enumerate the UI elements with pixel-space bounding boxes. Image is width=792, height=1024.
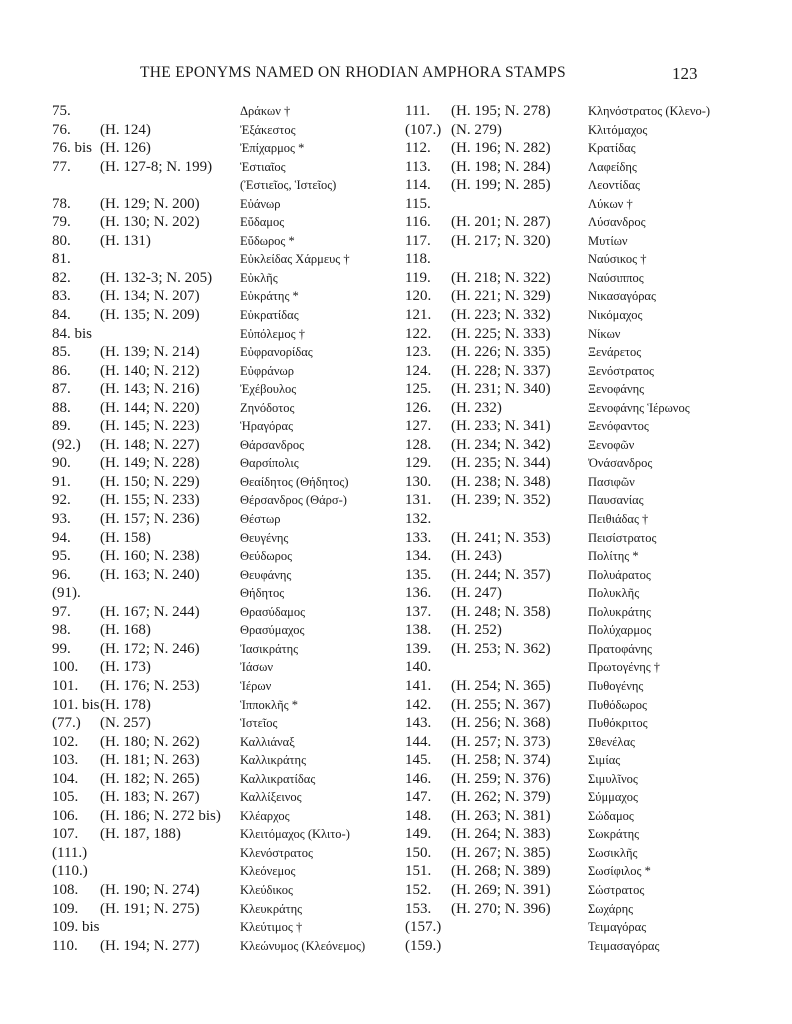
entry-reference: (H. 148; N. 227) xyxy=(100,436,200,453)
eponym-name: Θέρσανδρος (Θάρσ-) xyxy=(240,493,347,508)
entry-number: 95. xyxy=(52,548,71,565)
entry-number: (159.) xyxy=(405,937,442,954)
eponym-name: Πολυάρατος xyxy=(588,567,651,582)
eponym-name: Σωκράτης xyxy=(588,827,640,842)
entry-reference: (H. 254; N. 365) xyxy=(451,677,551,694)
entry-reference: (H. 144; N. 220) xyxy=(100,399,200,416)
entry-number: 144. xyxy=(405,733,432,750)
eponym-name: Ναύσιππος xyxy=(588,270,644,285)
entry-number: 97. xyxy=(52,603,71,620)
entry-number: 99. xyxy=(52,640,71,657)
entry-reference: (H. 243) xyxy=(451,548,502,565)
entry-reference: (H. 181; N. 263) xyxy=(100,752,200,769)
eponym-name: Κλεόνεμος xyxy=(240,864,296,879)
eponym-name: Παυσανίας xyxy=(588,493,644,508)
entry-reference: (H. 186; N. 272 bis) xyxy=(100,807,221,824)
entry-number: 145. xyxy=(405,752,432,769)
entry-reference: (H. 226; N. 335) xyxy=(451,344,551,361)
entry-reference: (H. 145; N. 223) xyxy=(100,418,200,435)
entry-number: 101. xyxy=(52,677,79,694)
entry-number: 86. xyxy=(52,362,71,379)
entry-number: 82. xyxy=(52,269,71,286)
entry-reference: (H. 255; N. 367) xyxy=(451,696,551,713)
eponym-name: Εὔδαμος xyxy=(240,215,285,230)
entry-number: 112. xyxy=(405,140,431,157)
eponym-name: Εὐφρανορίδας xyxy=(240,345,313,360)
entry-number: 148. xyxy=(405,807,432,824)
eponym-name: Ἐπίχαρμος * xyxy=(240,141,305,156)
entry-reference: (H. 241; N. 353) xyxy=(451,529,551,546)
eponym-name: Νίκων xyxy=(588,326,621,341)
entry-number: 81. xyxy=(52,251,71,268)
entry-number: 124. xyxy=(405,362,432,379)
entry-number: 108. xyxy=(52,881,79,898)
entry-number: 122. xyxy=(405,325,432,342)
entry-reference: (H. 228; N. 337) xyxy=(451,362,551,379)
eponym-name: Θρασύδαμος xyxy=(240,604,306,619)
entry-number: 84. xyxy=(52,307,71,324)
eponym-name: Κλεύδικος xyxy=(240,882,294,897)
eponym-name: Εὐπόλεμος † xyxy=(240,326,305,341)
eponym-name: Εὐφράνωρ xyxy=(240,363,294,378)
eponym-name: Θρασύμαχος xyxy=(240,623,305,638)
eponym-name: Σωσικλῆς xyxy=(588,845,638,860)
entry-reference: (H. 131) xyxy=(100,232,151,249)
eponym-name: Νικασαγόρας xyxy=(588,289,656,304)
eponym-name: Κλενόστρατος xyxy=(240,845,314,860)
entry-reference: (H. 270; N. 396) xyxy=(451,900,551,917)
entry-reference: (H. 233; N. 341) xyxy=(451,418,551,435)
entry-reference: (H. 201; N. 287) xyxy=(451,214,551,231)
entry-reference: (H. 129; N. 200) xyxy=(100,195,200,212)
eponym-name: Λεοντίδας xyxy=(588,178,640,193)
entry-number: 111. xyxy=(405,103,431,119)
entry-reference: (H. 173) xyxy=(100,659,151,676)
entry-reference: (H. 155; N. 233) xyxy=(100,492,200,509)
entry-reference: (H. 195; N. 278) xyxy=(451,103,551,119)
entry-number: 101. bis xyxy=(52,696,100,713)
eponym-name: Καλλιάναξ xyxy=(240,734,295,749)
eponym-name: Κλεύτιμος † xyxy=(240,920,303,935)
entry-number: (77.) xyxy=(52,715,81,732)
entry-number: 147. xyxy=(405,789,432,806)
eponym-name: Κλεώνυμος (Κλεόνεμος) xyxy=(240,938,366,953)
entry-reference: (H. 262; N. 379) xyxy=(451,789,551,806)
entry-number: 110. xyxy=(52,937,78,954)
entry-reference: (H. 269; N. 391) xyxy=(451,881,551,898)
entry-number: 77. xyxy=(52,158,71,175)
entry-number: 140. xyxy=(405,659,432,676)
entry-number: 150. xyxy=(405,844,432,861)
entry-number: 107. xyxy=(52,826,79,843)
entry-reference: (H. 140; N. 212) xyxy=(100,362,200,379)
entry-number: 76. bis xyxy=(52,140,93,157)
entry-reference: (H. 199; N. 285) xyxy=(451,177,551,194)
eponym-name: Κλευκράτης xyxy=(240,901,303,916)
entry-reference: (H. 235; N. 344) xyxy=(451,455,551,472)
eponym-name: Σιμυλῖνος xyxy=(588,771,638,786)
eponym-name: Θαρσίπολις xyxy=(240,456,299,471)
entry-reference: (H. 183; N. 267) xyxy=(100,789,200,806)
entry-reference: (H. 217; N. 320) xyxy=(451,232,551,249)
eponym-name: Κλιτόμαχος xyxy=(588,122,648,137)
entry-number: 116. xyxy=(405,214,431,231)
entry-number: 89. xyxy=(52,418,71,435)
eponym-name: Πυθόκριτος xyxy=(588,716,648,731)
entry-reference: (H. 157; N. 236) xyxy=(100,511,200,528)
entry-number: 141. xyxy=(405,677,432,694)
eponym-name: Σώδαμος xyxy=(588,808,634,823)
entry-number: 104. xyxy=(52,770,79,787)
entry-reference: (H. 198; N. 284) xyxy=(451,158,551,175)
eponym-name: Σιμίας xyxy=(588,753,621,768)
entry-reference: (H. 176; N. 253) xyxy=(100,677,200,694)
eponym-name: Θευφάνης xyxy=(240,567,292,582)
entry-reference: (H. 239; N. 352) xyxy=(451,492,551,509)
eponym-name: Θεύδωρος xyxy=(240,549,293,564)
entry-number: 137. xyxy=(405,603,432,620)
entry-reference: (H. 149; N. 228) xyxy=(100,455,200,472)
eponym-name: Ἱπποκλῆς * xyxy=(240,697,298,712)
entry-number: 103. xyxy=(52,752,79,769)
eponym-name: Ξενάρετος xyxy=(588,345,642,360)
eponym-name: Πολυκράτης xyxy=(588,604,651,619)
entry-number: 127. xyxy=(405,418,432,435)
eponym-name: Σώστρατος xyxy=(588,882,645,897)
eponym-name: Σθενέλας xyxy=(588,734,635,749)
entry-number: 114. xyxy=(405,177,431,194)
entry-number: 129. xyxy=(405,455,432,472)
eponym-name: Τειμαγόρας xyxy=(588,920,647,935)
entry-number: 105. xyxy=(52,789,79,806)
eponym-name: Πασιφῶν xyxy=(588,474,635,489)
entry-number: 106. xyxy=(52,807,79,824)
entry-reference: (H. 223; N. 332) xyxy=(451,307,551,324)
eponym-name: Ξενοφάνης Ἱέρωνος xyxy=(588,400,690,415)
entry-number: 132. xyxy=(405,511,432,528)
entry-number: 93. xyxy=(52,511,71,528)
eponym-name: Πειθιάδας † xyxy=(588,512,649,527)
entry-reference: (H. 182; N. 265) xyxy=(100,770,200,787)
eponym-name: Ἰασικράτης xyxy=(240,641,299,656)
entry-reference: (H. 187, 188) xyxy=(100,826,181,843)
eponym-name: Ζηνόδοτος xyxy=(240,400,295,415)
eponym-name: Θάρσανδρος xyxy=(240,437,305,452)
entry-number: 138. xyxy=(405,622,432,639)
entry-reference: (H. 232) xyxy=(451,399,502,416)
entry-reference: (H. 267; N. 385) xyxy=(451,844,551,861)
eponym-name: Ξενοφῶν xyxy=(588,437,635,452)
eponym-name: Εὐκρατίδας xyxy=(240,308,299,323)
entry-reference: (H. 221; N. 329) xyxy=(451,288,551,305)
entry-number: 94. xyxy=(52,529,71,546)
eponym-name: Θέστωρ xyxy=(240,512,281,527)
entry-reference: (H. 134; N. 207) xyxy=(100,288,200,305)
entry-number: 136. xyxy=(405,585,432,602)
entry-number: 90. xyxy=(52,455,71,472)
eponym-name: Εὐκράτης * xyxy=(240,289,299,304)
entry-reference: (H. 248; N. 358) xyxy=(451,603,551,620)
entry-reference: (H. 252) xyxy=(451,622,502,639)
entry-reference: (H. 143; N. 216) xyxy=(100,381,200,398)
entry-reference: (H. 178) xyxy=(100,696,151,713)
entry-number: (110.) xyxy=(52,863,88,880)
entry-number: (91). xyxy=(52,585,81,602)
entry-number: 142. xyxy=(405,696,432,713)
entry-reference: (H. 168) xyxy=(100,622,151,639)
entry-number: 78. xyxy=(52,195,71,212)
entry-number: (111.) xyxy=(52,844,88,861)
entry-reference: (H. 225; N. 333) xyxy=(451,325,551,342)
eponym-name: Ὀνάσανδρος xyxy=(588,456,653,471)
eponym-name: Ξενόστρατος xyxy=(588,363,654,378)
entry-number: (92.) xyxy=(52,436,81,453)
eponym-name: Πυθογένης xyxy=(588,678,644,693)
entry-number: 139. xyxy=(405,640,432,657)
entry-number: (157.) xyxy=(405,919,442,936)
eponym-name: Ἱστεῖος xyxy=(240,716,278,731)
entry-reference: (H. 139; N. 214) xyxy=(100,344,200,361)
entry-reference: (H. 256; N. 368) xyxy=(451,715,551,732)
entry-number: 146. xyxy=(405,770,432,787)
entry-reference: (H. 259; N. 376) xyxy=(451,770,551,787)
eponym-name: Εὐκλείδας Χάρμευς † xyxy=(240,252,350,267)
entry-reference: (H. 263; N. 381) xyxy=(451,807,551,824)
entry-reference: (H. 127-8; N. 199) xyxy=(100,158,213,175)
entry-number: 126. xyxy=(405,399,432,416)
eponym-name: Ἐχέβουλος xyxy=(240,382,297,397)
entry-number: 128. xyxy=(405,436,432,453)
entry-number: 152. xyxy=(405,881,432,898)
entry-reference: (H. 167; N. 244) xyxy=(100,603,200,620)
entry-reference: (H. 258; N. 374) xyxy=(451,752,551,769)
entry-number: 149. xyxy=(405,826,432,843)
eponym-name: Λαφείδης xyxy=(588,159,637,174)
eponym-name: Ἑστιαῖος xyxy=(240,159,286,174)
entry-number: 83. xyxy=(52,288,71,305)
entry-reference: (N. 279) xyxy=(451,121,502,138)
eponym-name: Εὐάνωρ xyxy=(240,196,281,211)
entry-number: 143. xyxy=(405,715,432,732)
entry-reference: (H. 124) xyxy=(100,121,151,138)
entry-number: 79. xyxy=(52,214,71,231)
eponym-name: Πυθόδωρος xyxy=(588,697,648,712)
entry-reference: (H. 190; N. 274) xyxy=(100,881,200,898)
eponym-name: Πρωτογένης † xyxy=(588,660,661,675)
entry-number: 153. xyxy=(405,900,432,917)
entry-reference: (H. 268; N. 389) xyxy=(451,863,551,880)
eponym-name: Νικόμαχος xyxy=(588,308,643,323)
entry-reference: (H. 130; N. 202) xyxy=(100,214,200,231)
entry-reference: (H. 196; N. 282) xyxy=(451,140,551,157)
entry-reference: (H. 253; N. 362) xyxy=(451,640,551,657)
entry-reference: (H. 257; N. 373) xyxy=(451,733,551,750)
running-header xyxy=(0,64,792,88)
entry-number: 113. xyxy=(405,158,431,175)
eponym-name: Πολίτης * xyxy=(588,549,639,564)
eponym-name: Κλέαρχος xyxy=(240,808,290,823)
entry-reference: (H. 135; N. 209) xyxy=(100,307,200,324)
entry-number: 84. bis xyxy=(52,325,93,342)
entry-reference: (H. 264; N. 383) xyxy=(451,826,551,843)
entry-reference: (H. 218; N. 322) xyxy=(451,269,551,286)
entry-number: 91. xyxy=(52,473,71,490)
entry-number: 125. xyxy=(405,381,432,398)
entry-number: 98. xyxy=(52,622,71,639)
eponym-name: Ξενόφαντος xyxy=(588,419,649,434)
entry-number: 135. xyxy=(405,566,432,583)
entry-reference: (H. 160; N. 238) xyxy=(100,548,200,565)
entry-number: 92. xyxy=(52,492,71,509)
eponym-name: Σωσίφιλος * xyxy=(588,864,651,879)
entry-number: 123. xyxy=(405,344,432,361)
entry-reference: (H. 180; N. 262) xyxy=(100,733,200,750)
eponym-name: Ἐξάκεστος xyxy=(240,122,296,137)
entry-number: 76. xyxy=(52,121,71,138)
entry-number: 120. xyxy=(405,288,432,305)
entry-number: 130. xyxy=(405,473,432,490)
eponym-name: Καλλίξεινος xyxy=(240,790,302,805)
entry-reference: (H. 163; N. 240) xyxy=(100,566,200,583)
eponym-name: Ἡραγόρας xyxy=(240,419,294,434)
entry-number: 134. xyxy=(405,548,432,565)
eponym-name: Πολυκλῆς xyxy=(588,586,640,601)
entry-number: 87. xyxy=(52,381,71,398)
eponym-name: Εὔδωρος * xyxy=(240,233,295,248)
entry-number: 80. xyxy=(52,232,71,249)
eponym-name: Πεισίστρατος xyxy=(588,530,657,545)
entry-reference: (H. 172; N. 246) xyxy=(100,640,200,657)
eponym-name: Ἰάσων xyxy=(240,660,274,675)
eponym-name: Ναύσικος † xyxy=(588,252,647,267)
eponym-name: Κληνόστρατος (Κλενο-) xyxy=(588,104,711,118)
entry-reference: (H. 244; N. 357) xyxy=(451,566,551,583)
entry-reference: (H. 234; N. 342) xyxy=(451,436,551,453)
entry-reference: (H. 194; N. 277) xyxy=(100,937,200,954)
eponym-name: Θεαίδητος (Θήδητος) xyxy=(240,474,349,489)
eponym-name: Πολύχαρμος xyxy=(588,623,652,638)
eponym-name: Πρατοφάνης xyxy=(588,641,652,656)
eponym-name: Σωχάρης xyxy=(588,901,634,916)
entry-reference: (H. 158) xyxy=(100,529,151,546)
eponym-name: Θήδητος xyxy=(240,586,285,601)
entry-number: 102. xyxy=(52,733,79,750)
eponym-name: Ξενοφάνης xyxy=(588,382,645,397)
entry-number: 88. xyxy=(52,399,71,416)
eponym-name: Κρατίδας xyxy=(588,141,636,156)
entry-number: 96. xyxy=(52,566,71,583)
eponym-name: Σύμμαχος xyxy=(588,790,638,805)
entry-number: 117. xyxy=(405,232,431,249)
entry-number: 115. xyxy=(405,195,431,212)
entry-number: 131. xyxy=(405,492,432,509)
entry-reference: (H. 238; N. 348) xyxy=(451,473,551,490)
eponym-name: Μυτίων xyxy=(588,233,628,248)
entry-number: 133. xyxy=(405,529,432,546)
entry-number: 85. xyxy=(52,344,71,361)
entry-reference: (H. 132-3; N. 205) xyxy=(100,269,213,286)
entry-reference: (H. 126) xyxy=(100,140,151,157)
page-number: 123 xyxy=(672,64,698,83)
eponym-name: Κλειτόμαχος (Κλιτο-) xyxy=(240,827,350,842)
eponym-name: Λύσανδρος xyxy=(588,215,646,230)
entry-number: 109. bis xyxy=(52,919,100,936)
running-title: THE EPONYMS NAMED ON RHODIAN AMPHORA STAMPS xyxy=(140,64,566,81)
entry-reference: (H. 231; N. 340) xyxy=(451,381,551,398)
eponym-name: Καλλικράτης xyxy=(240,753,307,768)
eponym-name: Δράκων † xyxy=(240,104,291,118)
entry-number: 121. xyxy=(405,307,432,324)
entry-number: 100. xyxy=(52,659,79,676)
eponym-name: Καλλικρατίδας xyxy=(240,771,316,786)
entry-number: 118. xyxy=(405,251,431,268)
entry-reference: (H. 150; N. 229) xyxy=(100,473,200,490)
eponym-name: Εὐκλῆς xyxy=(240,270,278,285)
entry-reference: (H. 191; N. 275) xyxy=(100,900,200,917)
eponym-name: (Ἐστιεῖος, Ἱστεῖος) xyxy=(240,178,337,193)
eponym-name: Ἱέρων xyxy=(240,678,272,693)
entry-number: (107.) xyxy=(405,121,442,138)
entry-number: 75. xyxy=(52,103,71,119)
entry-number: 119. xyxy=(405,269,431,286)
eponym-name: Τειμασαγόρας xyxy=(588,938,660,953)
entry-reference: (N. 257) xyxy=(100,715,151,732)
entry-number: 109. xyxy=(52,900,79,917)
entry-number: 151. xyxy=(405,863,432,880)
eponym-name: Θευγένης xyxy=(240,530,289,545)
eponym-name: Λύκων † xyxy=(588,196,633,211)
entry-reference: (H. 247) xyxy=(451,585,502,602)
